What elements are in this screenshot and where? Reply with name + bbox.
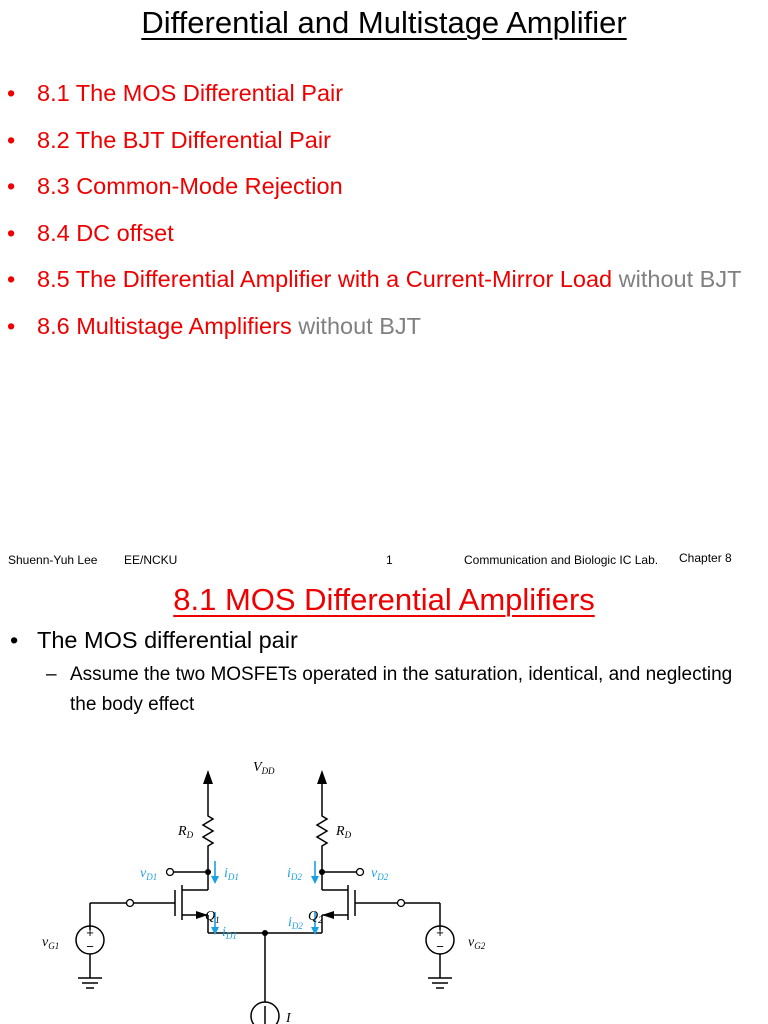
vg2-plus: +	[436, 925, 444, 940]
vg1-minus: −	[86, 939, 94, 954]
topic-item: • 8.2 The BJT Differential Pair	[0, 117, 768, 164]
sub-bullet-item: – Assume the two MOSFETs operated in the saturation, identical, and neglecting the body effect	[46, 660, 746, 720]
vg2-minus: −	[436, 939, 444, 954]
id1-label-top: $i_{D1}$	[224, 866, 239, 882]
id1-arrowhead-top	[211, 876, 219, 884]
topic-list	[0, 70, 768, 349]
topic-item: • 8.6 Multistage Amplifiers without BJT	[0, 303, 768, 350]
vdd-arrow-right	[317, 770, 327, 784]
vg2-label: $v_{G2}$	[468, 935, 486, 951]
footer-chapter: Chapter 8	[679, 551, 732, 565]
topic-item: • 8.5 The Differential Amplifier with a Current-Mirror Load without BJT	[0, 256, 768, 303]
id2-label-top: $i_{D2}$	[287, 866, 302, 882]
vg2-terminal	[398, 900, 405, 907]
topic-item: • 8.1 The MOS Differential Pair	[0, 70, 768, 117]
resistor-rd-left	[203, 810, 213, 852]
slide-2: 8.1 MOS Differential Amplifiers • The MOS differential pair – Assume the two MOSFETs operated in the saturation, identical, and neglecting the body effect $V_{DD}$ $R_D$ $R_D$ $Q_1$ $Q_2$ $v_{G1}$ $v_{G2}$ I $v_{D1}$ $v_{D2}$ $i_{D1}$ $i_{D2}$ $i_{D1}$ $i_{D2}$ + − + −	[0, 580, 768, 1024]
topic-item: • 8.3 Common-Mode Rejection	[0, 163, 768, 210]
id2-arrowhead-top	[311, 876, 319, 884]
vg1-label: $v_{G1}$	[42, 935, 60, 951]
topic-item: • 8.4 DC offset	[0, 210, 768, 257]
vg1-terminal	[127, 900, 134, 907]
slide-title: 8.1 MOS Differential Amplifiers	[173, 582, 595, 617]
bullet-dot: •	[10, 627, 19, 653]
id2-arrowhead-bottom	[311, 927, 319, 935]
footer-dept: EE/NCKU	[124, 553, 178, 567]
vd2-label: $v_{D2}$	[371, 866, 389, 882]
vg1-plus: +	[86, 925, 94, 940]
vd2-terminal	[357, 869, 364, 876]
q1-label: $Q_1$	[205, 909, 220, 925]
node-common-source	[262, 930, 268, 936]
dash-marker: –	[46, 664, 57, 685]
rd-right-label: $R_D$	[336, 824, 352, 840]
vdd-arrow-left	[203, 770, 213, 784]
footer-page-number: 1	[386, 553, 393, 567]
q2-label: $Q_2$	[308, 909, 323, 925]
node-d1	[205, 869, 211, 875]
id2-label-bottom: $i_{D2}$	[288, 915, 303, 931]
footer-lab: Communication and Biologic IC Lab.	[464, 553, 659, 567]
vdd-label: $V_{DD}$	[253, 760, 275, 776]
slide-title: Differential and Multistage Amplifier	[141, 5, 627, 40]
vd1-terminal	[167, 869, 174, 876]
node-d2	[319, 869, 325, 875]
mos-differential-pair-circuit	[0, 740, 768, 1024]
i-source-label: I	[286, 1011, 291, 1024]
footer-author: Shuenn-Yuh Lee	[8, 553, 98, 567]
vd1-label: $v_{D1}$	[140, 866, 158, 882]
id1-label-bottom: $i_{D1}$	[222, 925, 237, 941]
rd-left-label: $R_D$	[178, 824, 194, 840]
q2-source-arrow	[322, 911, 334, 919]
resistor-rd-right	[317, 810, 327, 852]
id1-arrowhead-bottom	[211, 927, 219, 935]
